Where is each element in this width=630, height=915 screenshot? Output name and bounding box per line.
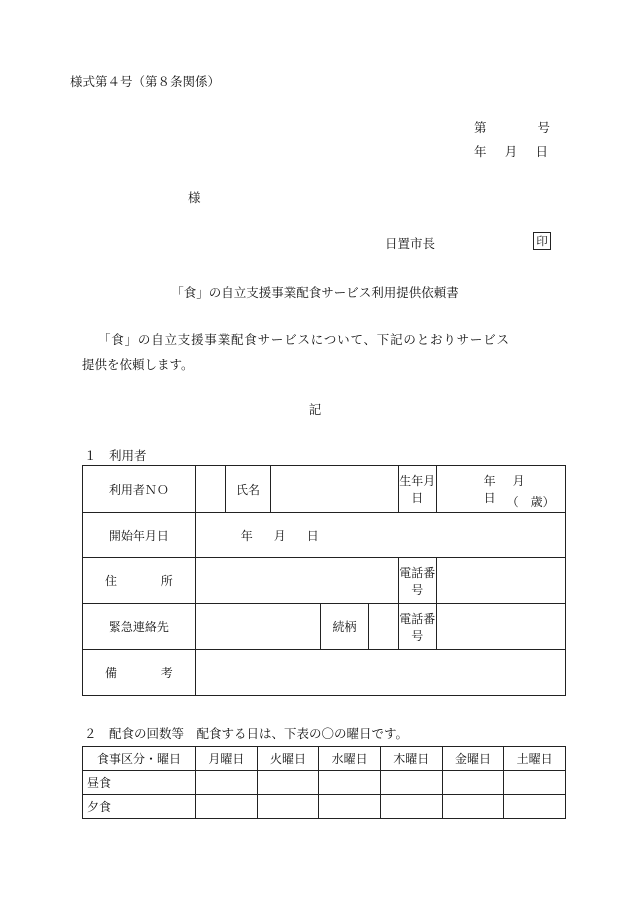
birthdate-field[interactable] [436,466,565,513]
doc-number-prefix: 第 [474,120,487,135]
birth-day-label: 日 [483,491,496,505]
address-field[interactable] [195,558,398,604]
emergency-contact-label: 緊急連絡先 [83,604,196,650]
lunch-saturday-cell[interactable] [504,771,566,795]
remarks-label-b: 考 [160,666,173,680]
phone-field[interactable] [436,558,565,604]
doc-date-year: 年 [474,144,487,159]
table-row [83,558,566,604]
seal-mark: 印 [533,232,551,250]
table-row [83,650,566,696]
relationship-label: 続柄 [321,604,369,650]
start-month-label: 月 [273,528,286,543]
user-table [82,465,566,696]
lunch-wednesday-cell[interactable] [319,771,381,795]
ki-heading: 記 [308,402,322,417]
meal-header-friday: 金曜日 [442,747,504,771]
start-date-label: 開始年月日 [83,513,196,558]
issuer-name: 日置市長 [385,236,436,251]
emergency-phone-label: 電話番号 [398,604,436,650]
doc-number-suffix: 号 [537,120,550,135]
meal-header-tuesday: 火曜日 [257,747,319,771]
dinner-label: 夕食 [83,795,196,819]
dinner-wednesday-cell[interactable] [319,795,381,819]
lunch-thursday-cell[interactable] [380,771,442,795]
meal-header-thursday: 木曜日 [380,747,442,771]
meal-header-monday: 月曜日 [196,747,258,771]
dinner-monday-cell[interactable] [196,795,258,819]
table-row [83,795,566,819]
remarks-field[interactable] [195,650,565,696]
birth-month-label: 月 [512,474,525,488]
table-row [83,747,566,771]
age-label: （ 歳） [506,495,555,509]
start-year-label: 年 [240,528,253,543]
doc-date-day: 日 [535,144,548,159]
table-row [83,513,566,558]
address-label [83,558,196,604]
meal-header-saturday: 土曜日 [504,747,566,771]
lunch-monday-cell[interactable] [196,771,258,795]
emergency-phone-field[interactable] [436,604,565,650]
meal-header-wednesday: 水曜日 [319,747,381,771]
lunch-label: 昼食 [83,771,196,795]
table-row [83,604,566,650]
section-1-title: １ 利用者 [84,448,147,463]
remarks-label-a: 備 [105,666,118,680]
dinner-saturday-cell[interactable] [504,795,566,819]
start-day-label: 日 [306,528,319,543]
relationship-field[interactable] [368,604,398,650]
user-no-label: 利用者ＮＯ [83,466,196,513]
start-date-field[interactable] [195,513,565,558]
lunch-tuesday-cell[interactable] [257,771,319,795]
body-line-2: 提供を依頼します。 [82,357,194,372]
lunch-friday-cell[interactable] [442,771,504,795]
name-label: 氏名 [225,466,271,513]
birthdate-label: 生年月日 [398,466,436,513]
table-row [83,466,566,513]
document-number-block [474,118,550,166]
document-number-row [474,118,550,142]
phone-label: 電話番号 [398,558,436,604]
document-date-row [474,142,548,166]
emergency-contact-field[interactable] [195,604,320,650]
form-number: 様式第４号（第８条関係） [70,74,221,89]
body-line-1: 「食」の自立支援事業配食サービスについて、下記のとおりサービス [98,332,510,347]
doc-date-month: 月 [504,144,518,159]
section-2-title: ２ 配食の回数等 配食する日は、下表の〇の曜日です。 [84,726,409,741]
name-field[interactable] [271,466,398,513]
meal-schedule-table [82,746,566,819]
remarks-label [83,650,196,696]
birth-year-label: 年 [483,474,496,488]
dinner-thursday-cell[interactable] [380,795,442,819]
address-label-a: 住 [105,574,118,588]
document-title: 「食」の自立支援事業配食サービス利用提供依頼書 [171,285,459,300]
body-text [82,327,572,377]
address-label-b: 所 [160,574,173,588]
user-no-field[interactable] [195,466,225,513]
addressee: 様 [188,190,201,205]
meal-header-category: 食事区分・曜日 [83,747,196,771]
dinner-tuesday-cell[interactable] [257,795,319,819]
table-row [83,771,566,795]
dinner-friday-cell[interactable] [442,795,504,819]
